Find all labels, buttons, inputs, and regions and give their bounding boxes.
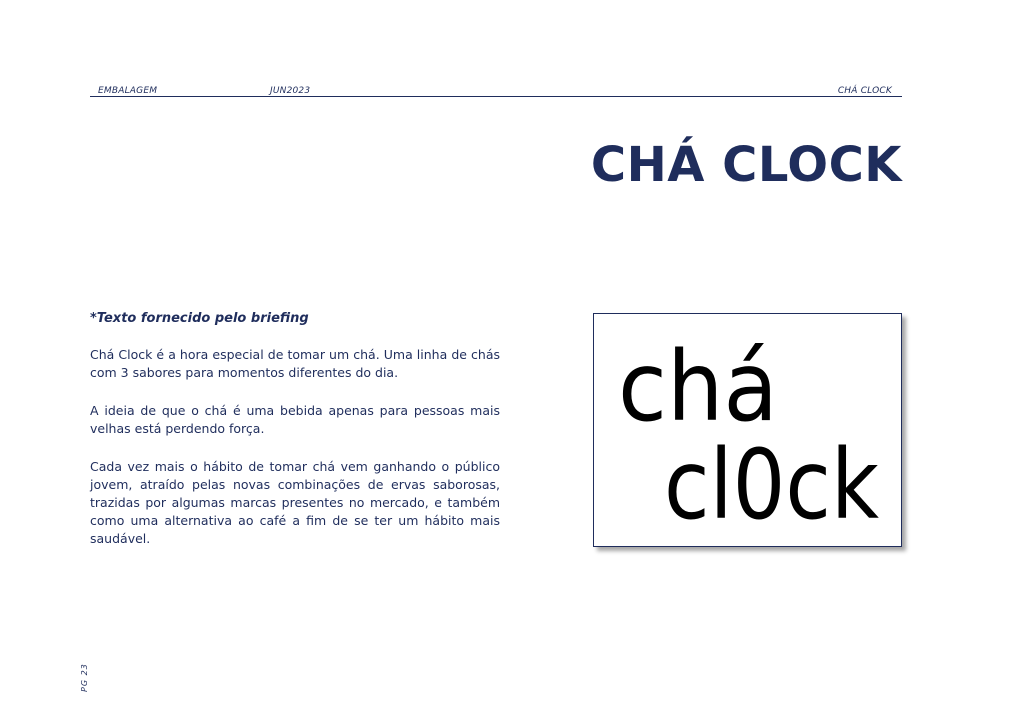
header-date: JUN2023	[270, 86, 311, 96]
page-header	[90, 86, 902, 97]
logo-line-2: cl0ck	[664, 429, 880, 541]
paragraph-1: Chá Clock é a hora especial de tomar um chá. Uma linha de chás com 3 sabores para momentos diferentes do dia.	[90, 347, 500, 380]
body-text	[90, 346, 500, 568]
page-title: CHÁ CLOCK	[590, 137, 902, 193]
logo-frame	[593, 313, 902, 547]
paragraph-3: Cada vez mais o hábito de tomar chá vem ganhando o público jovem, atraído pelas novas combinações de ervas saborosas, trazidas por algumas marcas presentes no mercado, e também como uma alternativa ao café a fim de se ter um hábito mais saudável.	[90, 459, 500, 546]
header-section: EMBALAGEM	[98, 86, 158, 96]
page-number: PG 23	[80, 663, 89, 692]
cha-clock-logo	[594, 314, 901, 546]
header-project: CHÁ CLOCK	[837, 86, 892, 96]
logo-line-1: chá	[618, 331, 778, 443]
briefing-note: *Texto fornecido pelo briefing	[90, 311, 309, 326]
paragraph-2: A ideia de que o chá é uma bebida apenas para pessoas mais velhas está perdendo força.	[90, 403, 500, 436]
